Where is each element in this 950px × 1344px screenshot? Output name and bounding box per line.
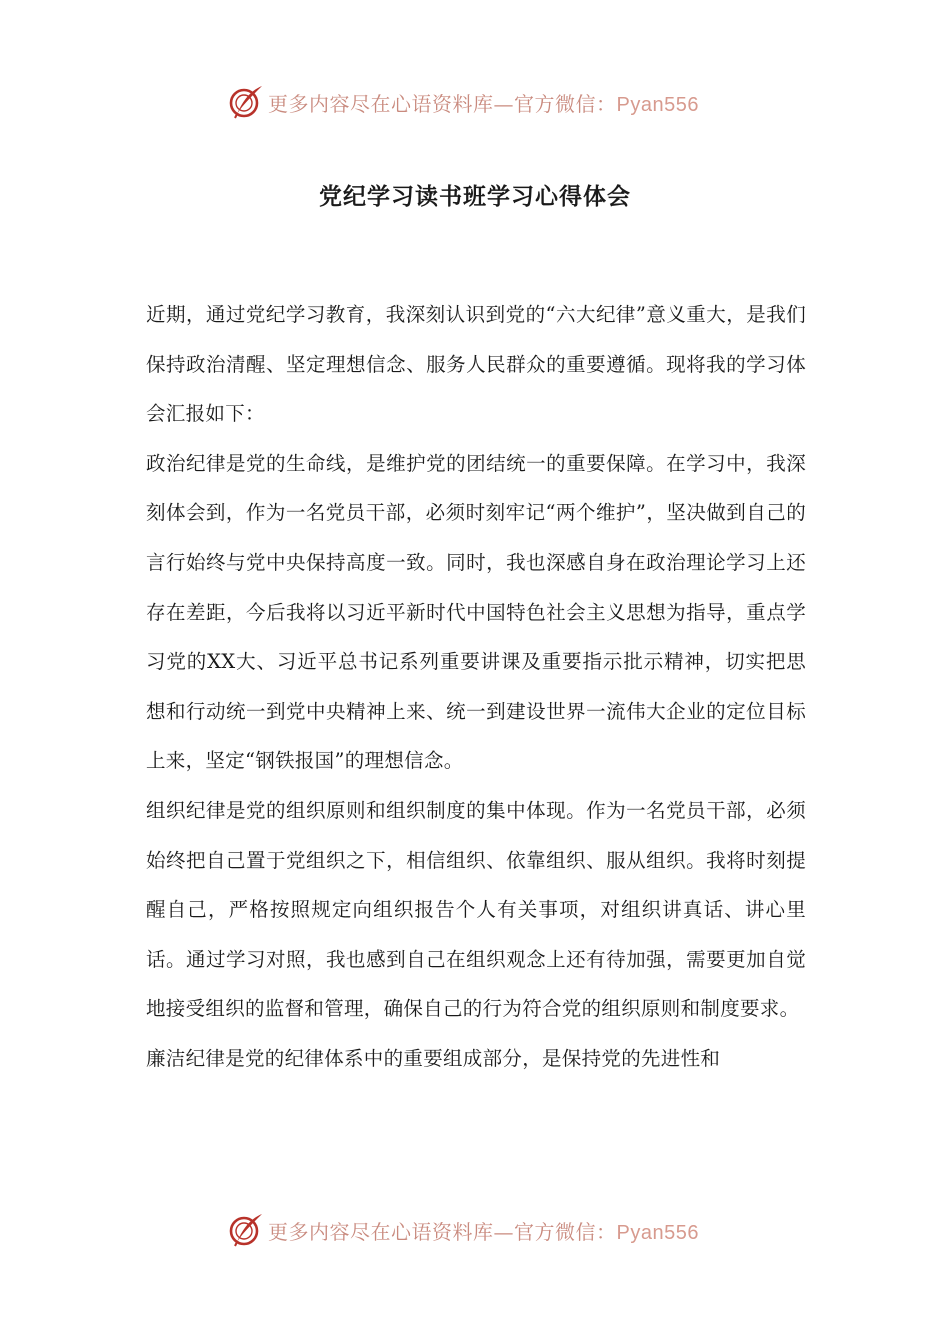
quill-logo-icon (228, 84, 264, 120)
footer-banner-text: 更多内容尽在心语资料库—官方微信：Pyan556 (268, 1219, 699, 1244)
header-banner-handle: Pyan556 (616, 93, 699, 116)
header-banner (228, 82, 699, 122)
document-title: 党纪学习读书班学习心得体会 (319, 184, 631, 210)
paragraph-intro: 近期，通过党纪学习教育，我深刻认识到党的“六大纪律”意义重大，是我们保持政治清醒、坚定理想信念、服务人民群众的重要遵循。现将我的学习体会汇报如下： (146, 303, 806, 426)
header-banner-text: 更多内容尽在心语资料库—官方微信：Pyan556 (268, 91, 699, 116)
paragraph-integrity-discipline: 廉洁纪律是党的纪律体系中的重要组成部分，是保持党的先进性和 (146, 1046, 721, 1070)
quill-logo-icon (228, 1212, 264, 1248)
footer-banner (228, 1210, 699, 1250)
footer-banner-handle: Pyan556 (616, 1221, 699, 1244)
document-body (146, 290, 806, 1084)
paragraph-organizational-discipline: 组织纪律是党的组织原则和组织制度的集中体现。作为一名党员干部，必须始终把自己置于党组织之下，相信组织、依靠组织、服从组织。我将时刻提醒自己，严格按照规定向组织报告个人有关事项，对组织讲真话、讲心里话。通过学习对照，我也感到自己在组织观念上还有待加强，需要更加自觉地接受组织的监督和管理，确保自己的行为符合党的组织原则和制度要求。 (146, 798, 806, 1021)
paragraph-political-discipline: 政治纪律是党的生命线，是维护党的团结统一的重要保障。在学习中，我深刻体会到，作为一名党员干部，必须时刻牢记“两个维护”，坚决做到自己的言行始终与党中央保持高度一致。同时，我也深感自身在政治理论学习上还存在差距，今后我将以习近平新时代中国特色社会主义思想为指导，重点学习党的XX大、习近平总书记系列重要讲课及重要指示批示精神，切实把思想和行动统一到党中央精神上来、统一到建设世界一流伟大企业的定位目标上来，坚定“钢铁报国”的理想信念。 (146, 451, 806, 773)
